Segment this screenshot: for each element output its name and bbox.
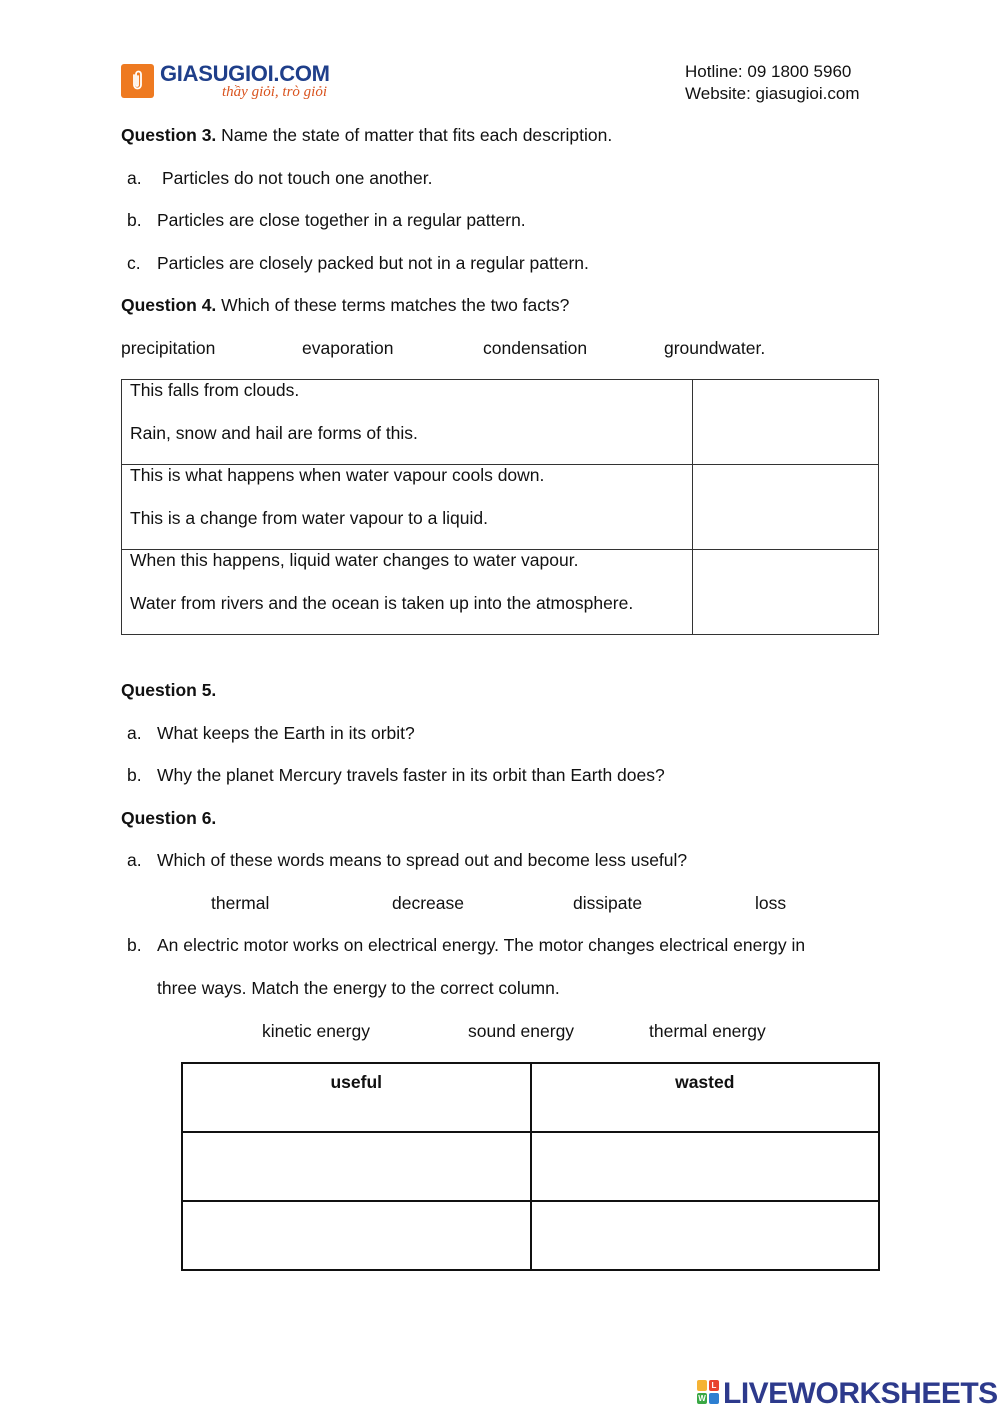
answer-cell[interactable]: [531, 1132, 880, 1201]
q6-option-dissipate: dissipate: [573, 893, 643, 913]
question-3-text: Name the state of matter that fits each description.: [216, 125, 613, 145]
logo-slogan: thầy giỏi, trò giỏi: [222, 84, 327, 100]
badge-letter-w: W: [698, 1394, 706, 1403]
table-row: [122, 465, 879, 550]
q3-item-b-letter: b.: [127, 210, 142, 230]
table-row: [182, 1132, 879, 1201]
question-5-heading: [121, 680, 216, 701]
answer-cell[interactable]: [182, 1132, 531, 1201]
logo-name: GIASUGIOI.COM: [160, 61, 330, 86]
q5-item-a-text: What keeps the Earth in its orbit?: [157, 723, 415, 743]
q6-energy-thermal: thermal energy: [649, 1021, 766, 1041]
q6-item-b-line1: An electric motor works on electrical energy. The motor changes electrical energy in: [157, 935, 806, 955]
liveworksheets-brand: LIVEWORKSHEETS: [723, 1377, 998, 1410]
fact-line: Rain, snow and hail are forms of this.: [130, 423, 418, 443]
table-row: [182, 1201, 879, 1270]
answer-cell[interactable]: [531, 1201, 880, 1270]
fact-line: This is what happens when water vapour cools down.: [130, 465, 545, 485]
q5-item-b-letter: b.: [127, 765, 142, 785]
fact-cell: [122, 380, 693, 465]
hotline: Hotline: 09 1800 5960: [685, 62, 852, 81]
answer-cell[interactable]: [693, 380, 879, 465]
q3-item-a-text: Particles do not touch one another.: [162, 168, 433, 188]
fact-line: Water from rivers and the ocean is taken up into the atmosphere.: [130, 593, 634, 613]
table-row: [122, 550, 879, 635]
badge-square: [709, 1393, 719, 1404]
column-header-useful: useful: [182, 1063, 531, 1132]
answer-cell[interactable]: [693, 465, 879, 550]
fact-cell: [122, 550, 693, 635]
badge-square: [697, 1380, 707, 1391]
q4-term-evaporation: evaporation: [302, 338, 394, 358]
answer-cell[interactable]: [693, 550, 879, 635]
q6-item-a-text: Which of these words means to spread out and become less useful?: [157, 850, 688, 870]
fact-cell: [122, 465, 693, 550]
fact-line: This is a change from water vapour to a liquid.: [130, 508, 488, 528]
energy-match-table: [181, 1062, 880, 1271]
question-6-heading: [121, 808, 216, 829]
answer-cell[interactable]: [182, 1201, 531, 1270]
question-3-label: Question 3.: [121, 125, 217, 145]
q6-item-a-letter: a.: [127, 850, 142, 870]
q3-item-c-letter: c.: [127, 253, 141, 273]
q3-item-b-text: Particles are close together in a regular pattern.: [157, 210, 526, 230]
q5-item-b-text: Why the planet Mercury travels faster in its orbit than Earth does?: [157, 765, 665, 785]
column-header-wasted: wasted: [531, 1063, 880, 1132]
q4-term-condensation: condensation: [483, 338, 588, 358]
q4-match-table: [121, 379, 879, 635]
q6-option-decrease: decrease: [392, 893, 464, 913]
q6-option-thermal: thermal: [211, 893, 270, 913]
logo-icon: [121, 64, 154, 98]
q4-term-precipitation: precipitation: [121, 338, 216, 358]
table-header-row: [182, 1063, 879, 1132]
contact-info: [685, 61, 860, 105]
q6-item-b-letter: b.: [127, 935, 142, 955]
website: Website: giasugioi.com: [685, 84, 860, 103]
question-6-label: Question 6.: [121, 808, 217, 828]
liveworksheets-badge-icon: [697, 1380, 721, 1406]
fact-line: This falls from clouds.: [130, 380, 300, 400]
q6-energy-kinetic: kinetic energy: [262, 1021, 370, 1041]
question-4-label: Question 4.: [121, 295, 217, 315]
question-4-text: Which of these terms matches the two facts?: [216, 295, 570, 315]
badge-letter-l: L: [709, 1380, 719, 1391]
q6-option-loss: loss: [755, 893, 787, 913]
table-row: [122, 380, 879, 465]
q6-energy-sound: sound energy: [468, 1021, 575, 1041]
question-5-label: Question 5.: [121, 680, 217, 700]
q3-item-c-text: Particles are closely packed but not in a regular pattern.: [157, 253, 589, 273]
q6-item-b-line2: three ways. Match the energy to the correct column.: [157, 978, 560, 998]
q5-item-a-letter: a.: [127, 723, 142, 743]
fact-line: When this happens, liquid water changes to water vapour.: [130, 550, 579, 570]
q4-term-groundwater: groundwater.: [664, 338, 766, 358]
question-3-heading: [121, 125, 612, 146]
question-4-heading: [121, 295, 569, 316]
paperclip-icon: [128, 70, 147, 92]
q3-item-a-letter: a.: [127, 168, 142, 188]
